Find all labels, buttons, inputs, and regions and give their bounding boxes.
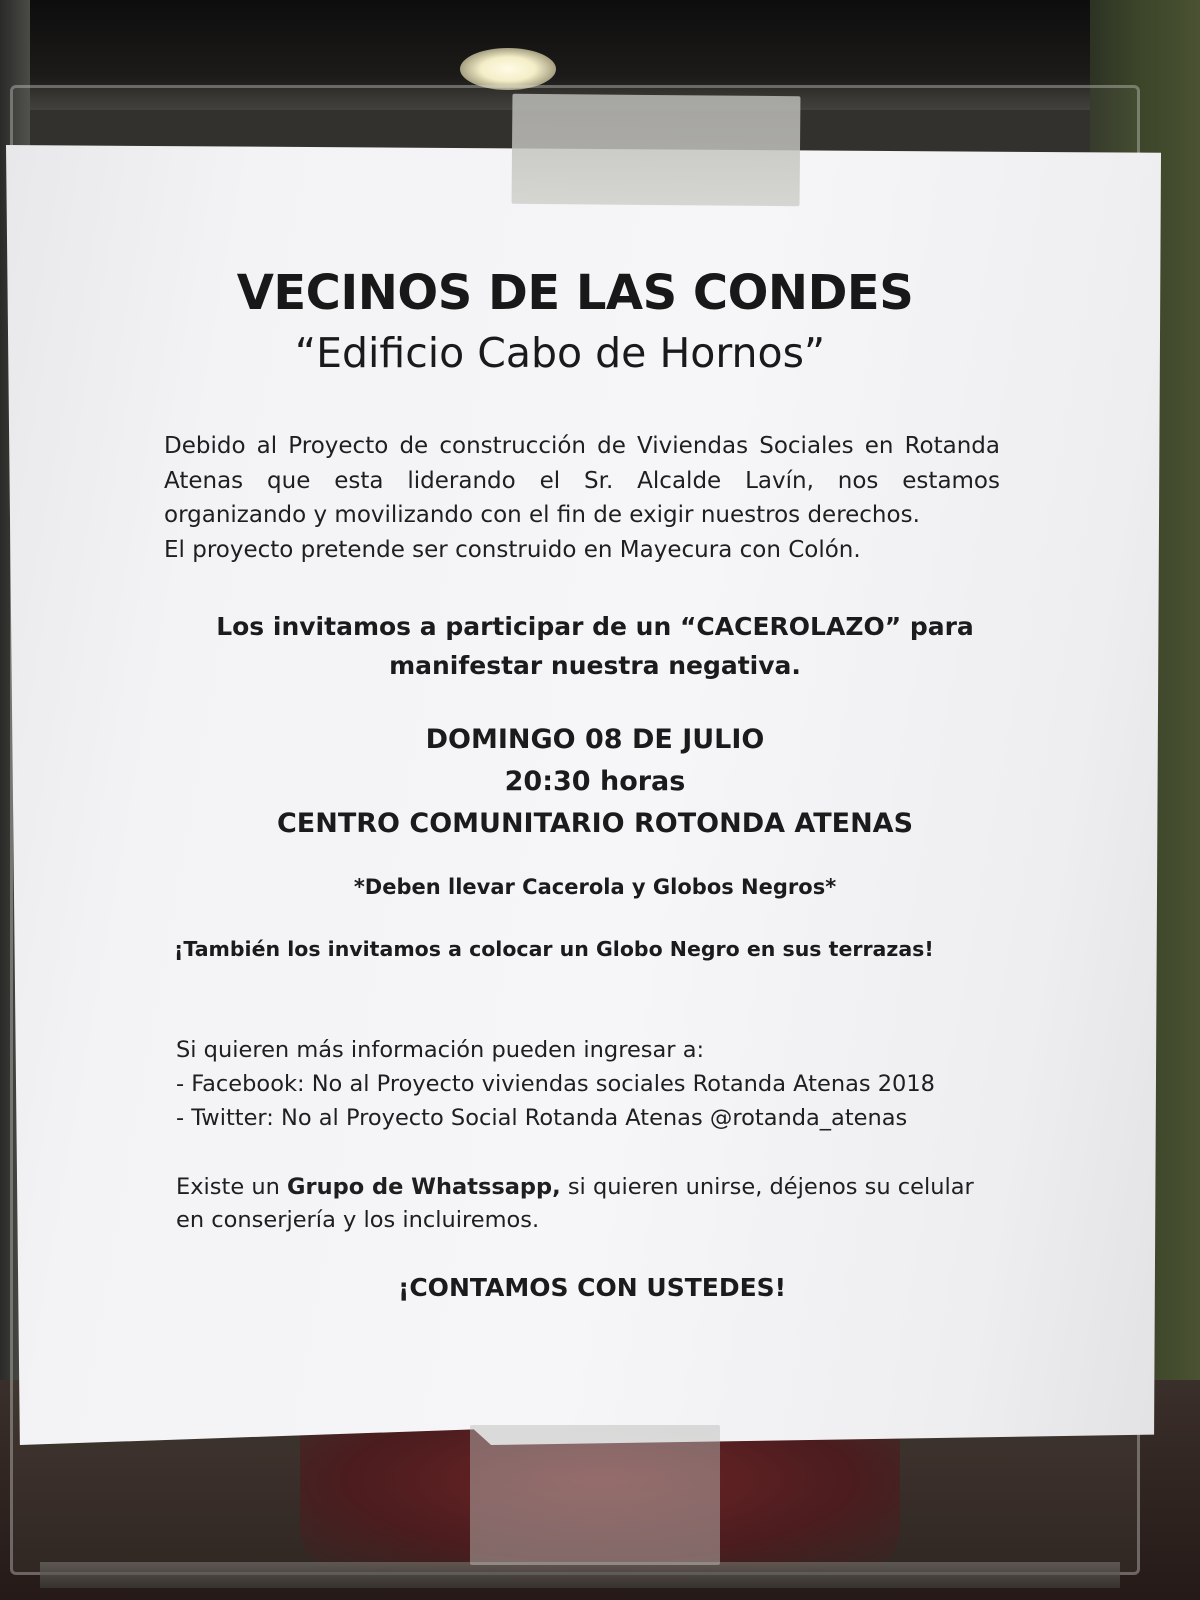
invite-line: manifestar nuestra negativa.: [389, 651, 801, 680]
frame-bottom-edge: [40, 1562, 1120, 1588]
bring-note: *Deben llevar Cacerola y Globos Negros*: [353, 875, 837, 899]
facebook-line: - Facebook: No al Proyecto viviendas sociales Rotanda Atenas 2018: [176, 1071, 936, 1097]
whatsapp-group: Grupo de Whatssapp,: [287, 1174, 561, 1200]
event-time: 20:30 horas: [504, 766, 686, 797]
intro-line: organizando y movilizando con el fin de exigir nuestros derechos.: [164, 502, 920, 528]
tape-bottom: [470, 1425, 720, 1565]
tape-top: [512, 94, 801, 207]
twitter-line: - Twitter: No al Proyecto Social Rotanda Atenas @rotanda_atenas: [176, 1105, 908, 1131]
flyer-subtitle: “Edificio Cabo de Hornos”: [294, 329, 826, 377]
whatsapp-prefix: Existe un: [176, 1174, 287, 1200]
invite-line: Los invitamos a participar de un “CACEROLAZO” para: [216, 612, 974, 641]
flyer-title: VECINOS DE LAS CONDES: [236, 265, 914, 321]
info-line: Si quieren más información pueden ingresar a:: [176, 1037, 705, 1063]
flyer-content: [150, 265, 1010, 1302]
balloon-invite: ¡También los invitamos a colocar un Globo Negro en sus terrazas!: [174, 937, 934, 961]
intro-line: Atenas que esta liderando el Sr. Alcalde Lavín, nos estamos: [164, 467, 1000, 494]
event-details: [180, 719, 1010, 845]
closing-text: ¡CONTAMOS CON USTEDES!: [397, 1273, 787, 1302]
event-place: CENTRO COMUNITARIO ROTONDA ATENAS: [276, 808, 914, 839]
whatsapp-rest: si quieren unirse, déjenos su celular: [560, 1174, 974, 1200]
event-date: DOMINGO 08 DE JULIO: [425, 724, 765, 755]
whatsapp-line2: en conserjería y los incluiremos.: [176, 1207, 540, 1233]
info-section: [176, 1033, 1010, 1135]
intro-line: Debido al Proyecto de construcción de Viviendas Sociales en Rotanda: [164, 433, 1000, 459]
intro-paragraph: [164, 429, 1000, 567]
ceiling-light: [460, 48, 556, 90]
invite-text: [180, 607, 1010, 685]
whatsapp-note: [176, 1171, 976, 1237]
intro-line: El proyecto pretende ser construido en Mayecura con Colón.: [164, 536, 861, 563]
